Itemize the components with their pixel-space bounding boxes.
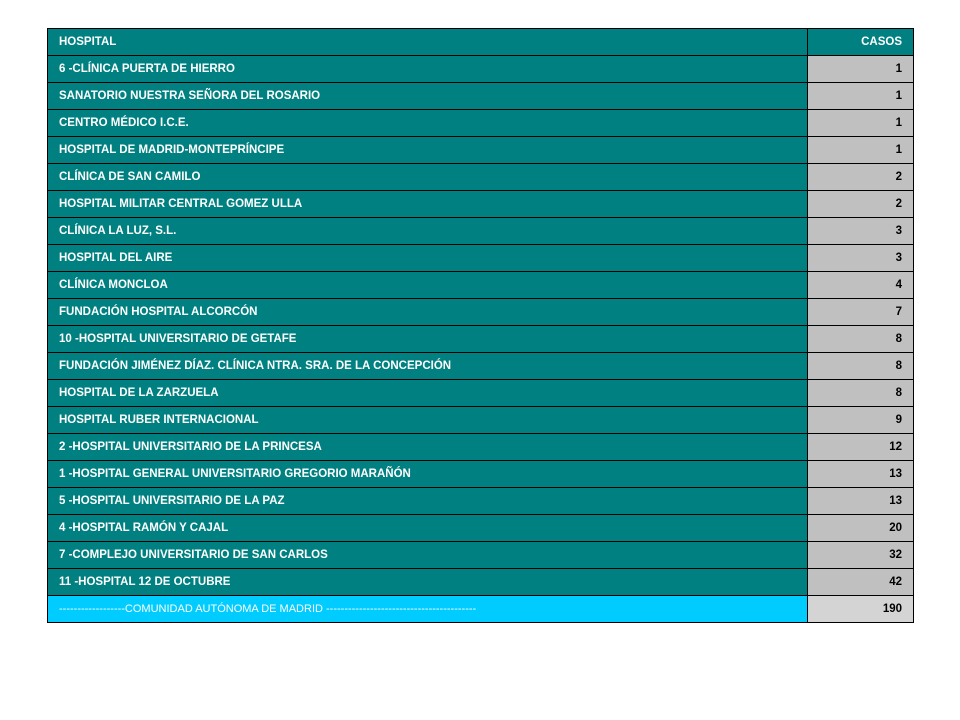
hospital-name-cell: 11 -HOSPITAL 12 DE OCTUBRE [48,569,808,596]
table-row [48,488,914,515]
hospital-name-cell: FUNDACIÓN JIMÉNEZ DÍAZ. CLÍNICA NTRA. SRA. DE LA CONCEPCIÓN [48,353,808,380]
hospital-name-cell: 7 -COMPLEJO UNIVERSITARIO DE SAN CARLOS [48,542,808,569]
cases-value-cell: 7 [808,299,914,326]
hospital-cases-table [47,28,914,623]
table-row [48,461,914,488]
hospital-name-cell: HOSPITAL MILITAR CENTRAL GOMEZ ULLA [48,191,808,218]
hospital-name-cell: HOSPITAL DE MADRID-MONTEPRÍNCIPE [48,137,808,164]
hospital-name-cell: CLÍNICA LA LUZ, S.L. [48,218,808,245]
hospital-name-cell: 5 -HOSPITAL UNIVERSITARIO DE LA PAZ [48,488,808,515]
table-row [48,164,914,191]
table-row [48,380,914,407]
table-row [48,137,914,164]
hospital-name-cell: CLÍNICA DE SAN CAMILO [48,164,808,191]
cases-value-cell: 4 [808,272,914,299]
table-row [48,191,914,218]
cases-value-cell: 3 [808,218,914,245]
hospital-name-cell: HOSPITAL DE LA ZARZUELA [48,380,808,407]
table-row [48,56,914,83]
hospital-name-cell: HOSPITAL RUBER INTERNACIONAL [48,407,808,434]
table-row [48,245,914,272]
hospital-name-cell: CENTRO MÉDICO I.C.E. [48,110,808,137]
cases-value-cell: 32 [808,542,914,569]
table-body [48,56,914,623]
cases-value-cell: 1 [808,137,914,164]
table-row [48,353,914,380]
cases-value-cell: 2 [808,164,914,191]
hospital-name-cell: 4 -HOSPITAL RAMÓN Y CAJAL [48,515,808,542]
table-row [48,407,914,434]
cases-value-cell: 12 [808,434,914,461]
cases-value-cell: 8 [808,326,914,353]
cases-value-cell: 3 [808,245,914,272]
table-row [48,110,914,137]
table-row [48,218,914,245]
cases-value-cell: 20 [808,515,914,542]
table-row [48,272,914,299]
cases-value-cell: 1 [808,83,914,110]
total-value-cell: 190 [808,596,914,623]
cases-value-cell: 13 [808,488,914,515]
column-header-casos: CASOS [808,29,914,56]
cases-value-cell: 9 [808,407,914,434]
cases-value-cell: 8 [808,380,914,407]
hospital-name-cell: 10 -HOSPITAL UNIVERSITARIO DE GETAFE [48,326,808,353]
table-row [48,515,914,542]
hospital-name-cell: 1 -HOSPITAL GENERAL UNIVERSITARIO GREGORIO MARAÑÓN [48,461,808,488]
cases-value-cell: 1 [808,56,914,83]
cases-value-cell: 8 [808,353,914,380]
cases-value-cell: 13 [808,461,914,488]
hospital-name-cell: CLÍNICA MONCLOA [48,272,808,299]
hospital-name-cell: 6 -CLÍNICA PUERTA DE HIERRO [48,56,808,83]
header-row [48,29,914,56]
table-row [48,326,914,353]
hospital-name-cell: FUNDACIÓN HOSPITAL ALCORCÓN [48,299,808,326]
hospital-name-cell: HOSPITAL DEL AIRE [48,245,808,272]
total-label-cell: ------------------COMUNIDAD AUTÓNOMA DE MADRID ----------------------------------------- [48,596,808,623]
cases-value-cell: 1 [808,110,914,137]
table-row [48,83,914,110]
hospital-name-cell: 2 -HOSPITAL UNIVERSITARIO DE LA PRINCESA [48,434,808,461]
table-row [48,299,914,326]
hospital-name-cell: SANATORIO NUESTRA SEÑORA DEL ROSARIO [48,83,808,110]
table-row [48,434,914,461]
table-row [48,542,914,569]
cases-value-cell: 2 [808,191,914,218]
column-header-hospital: HOSPITAL [48,29,808,56]
total-row [48,596,914,623]
table-row [48,569,914,596]
cases-value-cell: 42 [808,569,914,596]
